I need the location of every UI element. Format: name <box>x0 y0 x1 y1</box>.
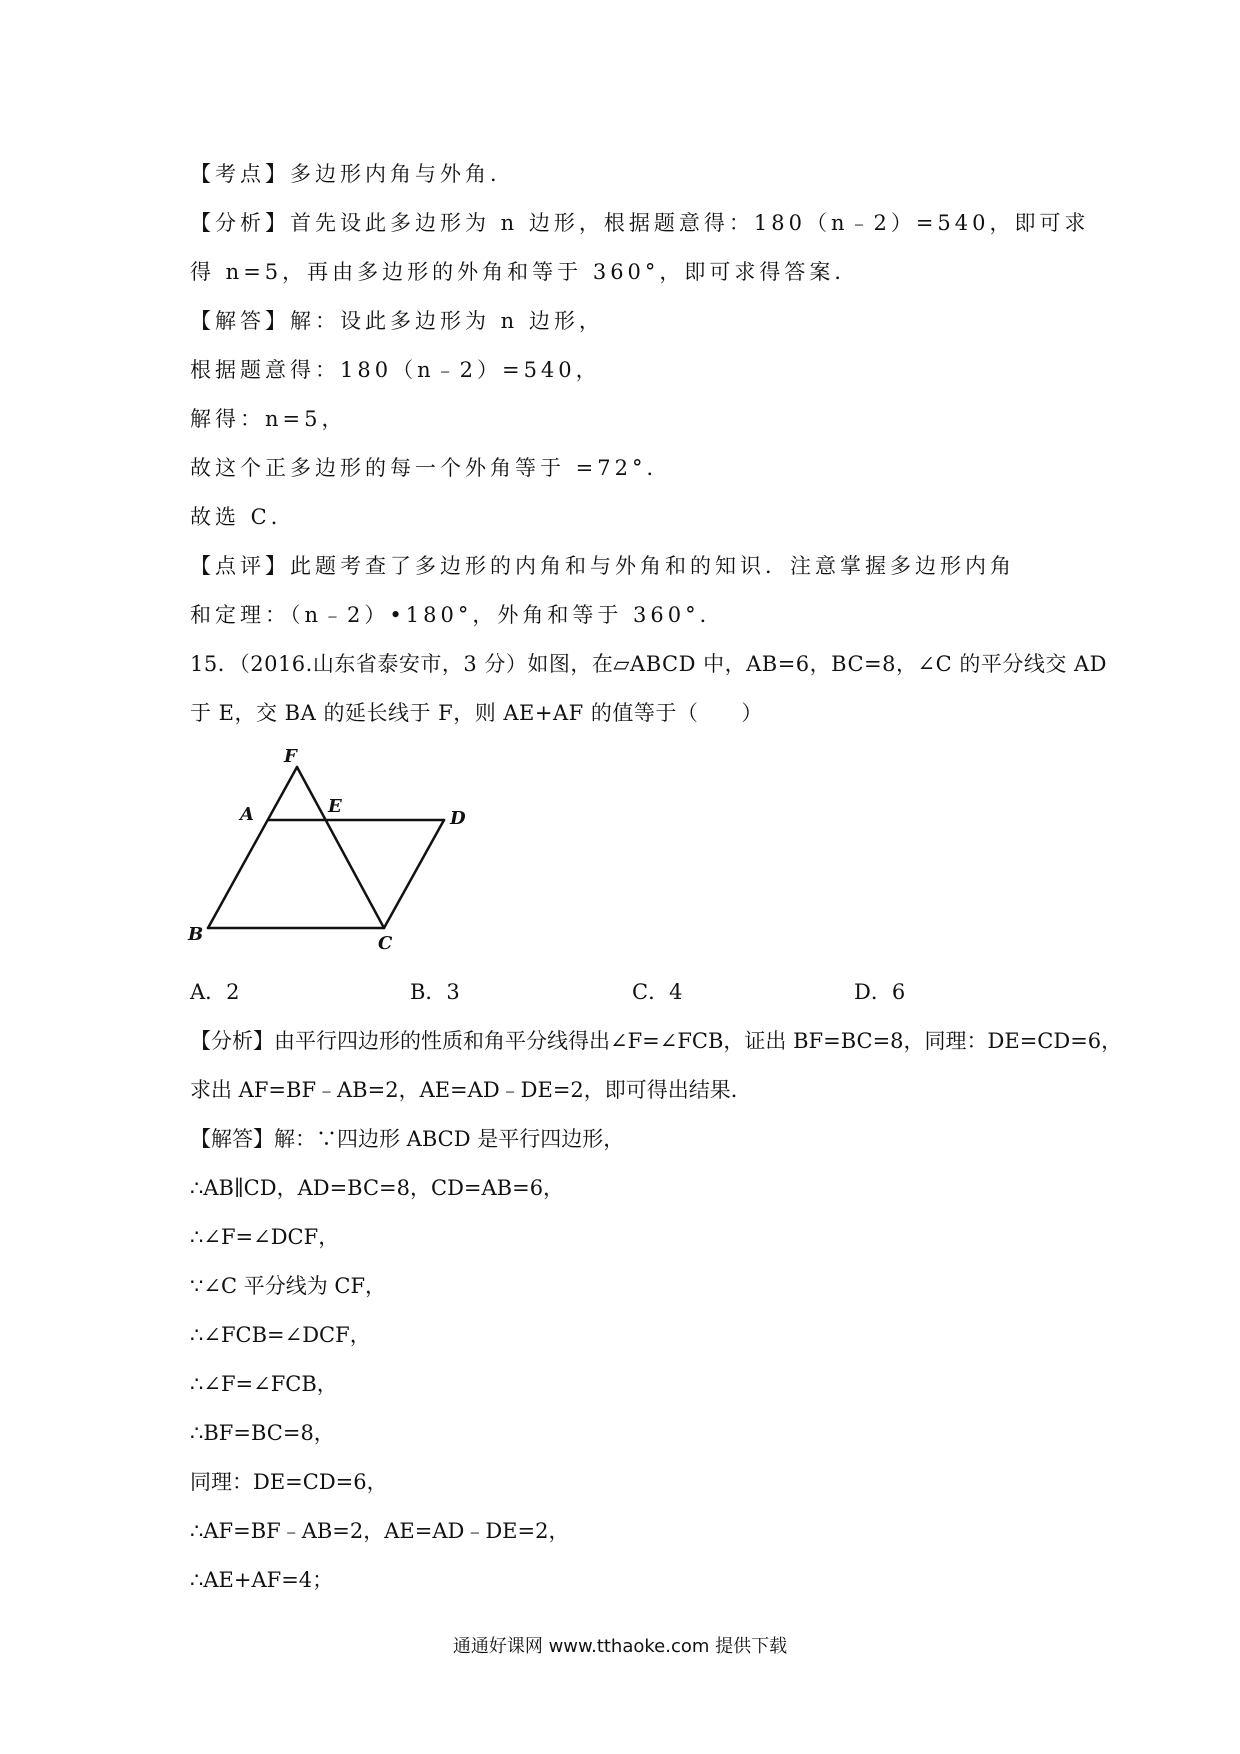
q15-jieda-line: ∴AE+AF=4； <box>190 1568 334 1592</box>
q14-fenxi-line1: 【分析】首先设此多边形为 n 边形，根据题意得：180（n﹣2）=540，即可求 <box>190 211 1090 235</box>
q14-jieda-line4: 故这个正多边形的每一个外角等于 =72°． <box>190 456 672 480</box>
option-b: B．3 <box>410 980 460 1004</box>
q15-fenxi-line1: 【分析】由平行四边形的性质和角平分线得出∠F=∠FCB，证出 BF=BC=8，同理：DE=CD=6， <box>190 1029 1123 1053</box>
segment-bf <box>208 767 297 928</box>
q14-jieda-line2: 根据题意得：180（n﹣2）=540， <box>190 358 601 382</box>
q15-jieda-line: ∴AF=BF﹣AB=2，AE=AD﹣DE=2， <box>190 1519 570 1543</box>
q14-jieda-line3: 解得：n=5， <box>190 407 347 431</box>
q15-jieda-line: ∴∠F=∠DCF， <box>190 1225 340 1249</box>
q14-jieda-line1: 【解答】解：设此多边形为 n 边形， <box>190 309 604 333</box>
q15-jieda-line: ∴∠F=∠FCB， <box>190 1372 338 1396</box>
q14-kaodian: 【考点】多边形内角与外角． <box>190 162 515 186</box>
option-d: D．6 <box>854 980 906 1004</box>
label-e: E <box>328 796 342 817</box>
q15-jieda-line: ∴BF=BC=8， <box>190 1421 335 1445</box>
footer-credit: 通通好课网 www.tthaoke.com 提供下载 <box>452 1636 788 1657</box>
segment-dc <box>384 820 444 928</box>
segment-fc <box>297 767 384 928</box>
q14-dianping-line2: 和定理：（n﹣2）•180°，外角和等于 360°． <box>190 603 725 627</box>
label-b: B <box>188 924 204 945</box>
parallelogram-figure <box>186 742 486 957</box>
q14-fenxi-line2: 得 n=5，再由多边形的外角和等于 360°，即可求得答案． <box>190 260 860 284</box>
option-c: C．4 <box>632 980 683 1004</box>
label-f: F <box>284 746 297 767</box>
q15-jieda-line: ∴AB∥CD，AD=BC=8，CD=AB=6， <box>190 1176 565 1200</box>
q15-jieda-line: 【解答】解：∵四边形 ABCD 是平行四边形， <box>190 1127 625 1151</box>
option-a: A．2 <box>190 980 240 1004</box>
label-a: A <box>240 804 254 825</box>
q14-dianping-line1: 【点评】此题考查了多边形的内角和与外角和的知识．注意掌握多边形内角 <box>190 554 1015 578</box>
q15-jieda-line: ∴∠FCB=∠DCF， <box>190 1323 371 1347</box>
q15-fenxi-line2: 求出 AF=BF﹣AB=2，AE=AD﹣DE=2，即可得出结果． <box>190 1078 752 1102</box>
label-d: D <box>450 808 466 829</box>
q15-jieda-line: ∵∠C 平分线为 CF， <box>190 1274 387 1298</box>
q15-jieda-line: 同理：DE=CD=6， <box>190 1470 388 1494</box>
q15-stem-line1: 15．（2016.山东省泰安市，3 分）如图，在▱ABCD 中，AB=6，BC=8，∠C 的平分线交 AD <box>190 652 1108 676</box>
label-c: C <box>378 933 393 954</box>
q14-jieda-line5: 故选 C． <box>190 505 296 529</box>
q15-stem-line2: 于 E，交 BA 的延长线于 F，则 AE+AF 的值等于（ ） <box>190 701 763 725</box>
